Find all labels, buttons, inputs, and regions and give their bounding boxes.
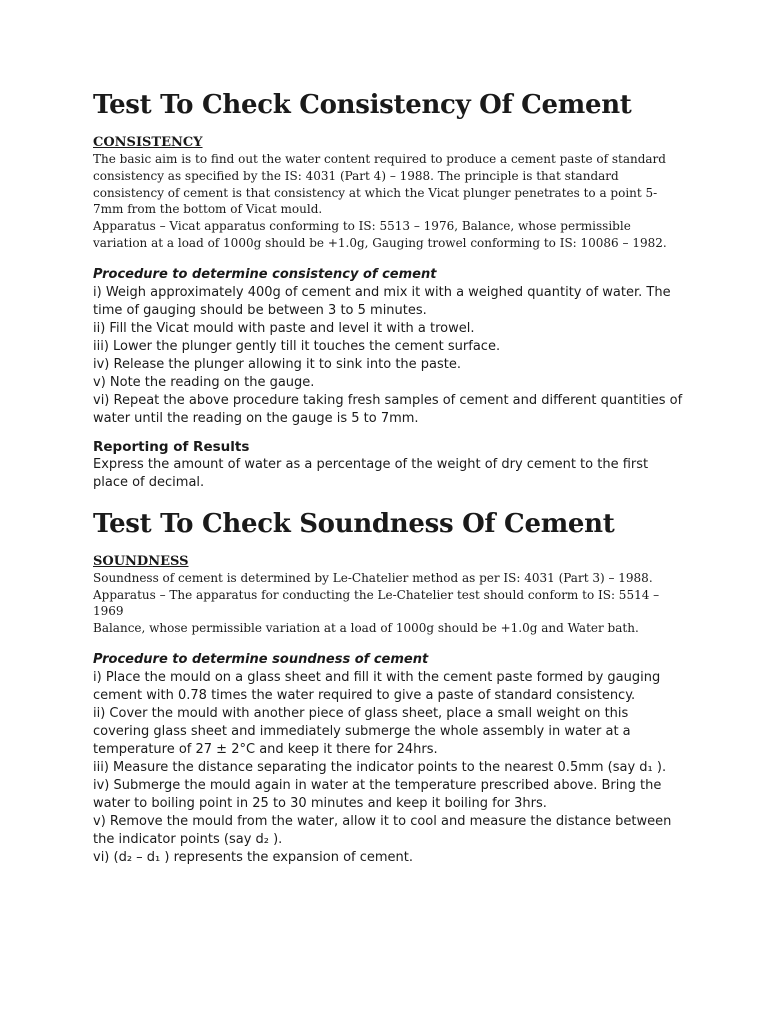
procedure-step: iii) Measure the distance separating the indicator points to the nearest 0.5mm (say d₁ ). xyxy=(93,759,667,775)
consistency-label: CONSISTENCY xyxy=(93,135,203,150)
procedure-step: iii) Lower the plunger gently till it touches the cement surface. xyxy=(93,338,501,354)
procedure-step: v) Remove the mould from the water, allow it to cool and measure the distance between the indicator points (say d₂ ). xyxy=(93,813,672,847)
procedure-step: v) Note the reading on the gauge. xyxy=(93,374,315,390)
procedure-step: i) Weigh approximately 400g of cement and mix it with a weighed quantity of water. The time of gauging should be between 3 to 5 minutes. xyxy=(93,284,671,318)
consistency-heading: Test To Check Consistency Of Cement xyxy=(93,90,632,120)
consistency-procedure-list xyxy=(93,284,683,428)
procedure-step: i) Place the mould on a glass sheet and fill it with the cement paste formed by gauging cement with 0.78 times the water required to give a paste of standard consistency. xyxy=(93,669,661,703)
soundness-intro: Soundness of cement is determined by Le-Chatelier method as per IS: 4031 (Part 3) – 1988. xyxy=(93,570,653,585)
procedure-step: vi) Repeat the above procedure taking fresh samples of cement and different quantities of water until the reading on the gauge is 5 to 7mm. xyxy=(93,392,683,426)
soundness-balance: Balance, whose permissible variation at a load of 1000g should be +1.0g and Water bath. xyxy=(93,621,639,636)
soundness-label: SOUNDNESS xyxy=(93,553,189,569)
procedure-step: vi) (d₂ – d₁ ) represents the expansion of cement. xyxy=(93,849,414,865)
document-page xyxy=(93,88,683,867)
soundness-procedure-title: Procedure to determine soundness of cement xyxy=(93,651,429,667)
consistency-apparatus: Apparatus – Vicat apparatus conforming to IS: 5513 – 1976, Balance, whose permissible variation at a load of 1000g should be +1.0g, Gauging trowel conforming to IS: 10086 – 1982. xyxy=(93,219,667,250)
soundness-apparatus: Apparatus – The apparatus for conducting the Le-Chatelier test should conform to IS: 5514 – 1969 xyxy=(93,587,660,619)
soundness-heading: Test To Check Soundness Of Cement xyxy=(93,508,615,539)
procedure-step: ii) Fill the Vicat mould with paste and level it with a trowel. xyxy=(93,320,475,336)
procedure-step: ii) Cover the mould with another piece of glass sheet, place a small weight on this covering glass sheet and immediately submerge the whole assembly in water at a temperature of 27 ± 2°C and keep it there for 24hrs. xyxy=(93,705,631,757)
consistency-procedure-title: Procedure to determine consistency of cement xyxy=(93,266,437,282)
reporting-text: Express the amount of water as a percentage of the weight of dry cement to the first place of decimal. xyxy=(93,456,649,490)
procedure-step: iv) Release the plunger allowing it to sink into the paste. xyxy=(93,356,462,372)
consistency-intro: The basic aim is to find out the water content required to produce a cement paste of standard consistency as specified by the IS: 4031 (Part 4) – 1988. The principle is that standard consistency of cement is that consistency at which the Vicat plunger penetrates to a point 5-7mm from the bottom of Vicat mould. xyxy=(93,152,666,217)
procedure-step: iv) Submerge the mould again in water at the temperature prescribed above. Bring the water to boiling point in 25 to 30 minutes and keep it boiling for 3hrs. xyxy=(93,777,662,811)
soundness-procedure-list xyxy=(93,669,683,867)
reporting-title: Reporting of Results xyxy=(93,438,250,455)
